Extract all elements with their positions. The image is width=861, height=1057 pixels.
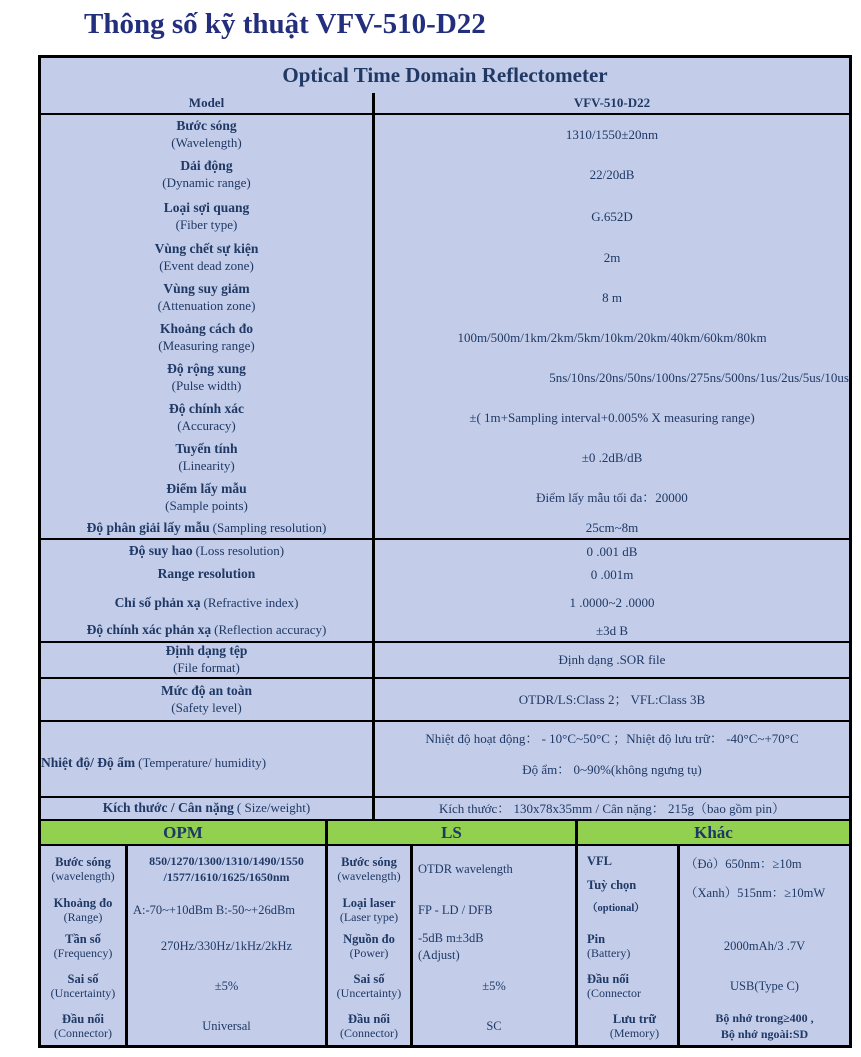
spec-value: Điểm lấy mẫu tối đa：20000 xyxy=(536,490,688,506)
ls-row-laser-type xyxy=(328,893,575,928)
spec-row-fiber-type xyxy=(41,195,849,238)
value-line: /1577/1610/1625/1650nm xyxy=(163,869,290,884)
spec-value: 0 .001m xyxy=(590,566,634,582)
khac-value xyxy=(680,1008,849,1045)
value-line: （Xanh）515nm：≥10mW xyxy=(685,886,826,901)
label-vi: Khoảng đo xyxy=(53,896,113,911)
spec-value: 5ns/10ns/20ns/50ns/100ns/275ns/500ns/1us/2us/5us/10us xyxy=(549,370,849,386)
ls-label xyxy=(328,893,413,928)
label-vi: Loại laser xyxy=(342,896,396,911)
label-vi: Chỉ số phản xạ xyxy=(114,594,201,610)
label-vi: Đầu nối xyxy=(61,1012,105,1027)
label-vi: Đầu nối xyxy=(587,972,630,987)
humidity-line: Độ ẩm： 0~90%(không ngưng tụ) xyxy=(522,761,702,777)
model-row xyxy=(41,93,849,115)
ls-value: FP - LD / DFB xyxy=(418,903,493,918)
ls-label xyxy=(328,928,413,965)
spec-row-linearity xyxy=(41,438,849,478)
label-vi: Định dạng tệp xyxy=(165,643,248,659)
ls-value: OTDR wavelength xyxy=(418,862,513,877)
spec-label xyxy=(41,278,375,318)
label-vi: Bước sóng xyxy=(55,855,111,870)
opm-value xyxy=(128,846,325,893)
spec-value: ±0 .2dB/dB xyxy=(581,450,643,466)
label-en: (Battery) xyxy=(587,945,631,960)
spec-value: G.652D xyxy=(591,208,633,224)
section-header-ls: LS xyxy=(328,821,578,844)
spec-value: 100m/500m/1km/2km/5km/10km/20km/40km/60km/80km xyxy=(457,330,767,346)
value-line: Bộ nhớ ngoài:SD xyxy=(720,1026,809,1041)
label-vi: Nhiệt độ/ Độ ẩm xyxy=(41,754,136,770)
ls-row-power xyxy=(328,928,575,965)
spec-label xyxy=(41,438,375,478)
section-header-band xyxy=(41,821,849,846)
spec-row-sample-points xyxy=(41,478,849,518)
label-en: (Wavelength) xyxy=(171,135,242,151)
spec-label xyxy=(41,195,375,238)
label-en: (Sampling resolution) xyxy=(212,519,327,535)
spec-row-file-format xyxy=(41,643,849,679)
spec-row-event-dead-zone xyxy=(41,238,849,278)
khac-row-battery xyxy=(578,928,849,965)
label-en: (Pulse width) xyxy=(171,378,242,394)
spec-row-safety-level xyxy=(41,679,849,722)
khac-value: USB(Type C) xyxy=(730,979,799,994)
label-en: (Fiber type) xyxy=(175,216,238,232)
label-en: (Loss resolution) xyxy=(195,543,285,559)
temp-line: Nhiệt độ hoạt động： - 10°C~50°C ；Nhiệt độ lưu trữ： -40°C~+70°C xyxy=(425,731,799,746)
model-label: Model xyxy=(41,93,375,113)
spec-value: OTDR/LS:Class 2； VFL:Class 3B xyxy=(518,691,706,707)
label-en: (Refractive index) xyxy=(203,594,299,610)
label-vi: Mức độ an toàn xyxy=(161,682,252,698)
ls-row-uncertainty xyxy=(328,965,575,1008)
label-en: (Uncertainty) xyxy=(50,985,116,1000)
opm-row-connector xyxy=(41,1008,325,1045)
spec-row-refractive-index xyxy=(41,586,849,620)
label-vi: Range resolution xyxy=(157,566,256,582)
spec-row-pulse-width xyxy=(41,358,849,398)
opm-column xyxy=(41,846,328,1045)
label-vi: Vùng suy giảm xyxy=(163,281,250,297)
label-en: (Reflection accuracy) xyxy=(214,622,327,638)
label-en: (Sample points) xyxy=(165,498,248,514)
ls-row-connector xyxy=(328,1008,575,1045)
label-vi: Điểm lấy mẫu xyxy=(166,481,247,497)
label-en: (Memory) xyxy=(609,1025,660,1040)
value-line: （Đỏ）650nm：≥10m xyxy=(685,857,802,871)
spec-row-reflection-accuracy xyxy=(41,620,849,643)
spec-label xyxy=(41,238,375,278)
opm-label xyxy=(41,846,128,893)
opm-value: 270Hz/330Hz/1kHz/2kHz xyxy=(160,939,293,954)
label-vi2: Tuỳ chọn xyxy=(587,878,637,893)
opm-row-wavelength xyxy=(41,846,325,893)
label-vi: Độ chính xác phản xạ xyxy=(86,622,212,638)
table-header: Optical Time Domain Reflectometer xyxy=(282,63,608,87)
label-en: (Dynamic range) xyxy=(162,175,251,191)
khac-row-vfl xyxy=(578,846,849,928)
spec-row-wavelength xyxy=(41,115,849,155)
label-vi: Loại sợi quang xyxy=(163,199,250,215)
label-en: (Range) xyxy=(63,909,103,924)
label-vi: Bước sóng xyxy=(341,855,397,870)
value-line: (Adjust) xyxy=(418,947,460,962)
section-header-khac: Khác xyxy=(694,822,733,842)
label-en: ( Size/weight) xyxy=(236,800,311,816)
label-en: (File format) xyxy=(173,660,240,676)
spec-label xyxy=(41,358,375,398)
spec-value: Kích thước： 130x78x35mm / Cân nặng： 215g（bao gồm pin） xyxy=(438,800,786,816)
label-vi: Vùng chết sự kiện xyxy=(154,241,259,257)
khac-value xyxy=(680,846,849,928)
opm-value: ±5% xyxy=(214,979,239,994)
label-en: (Connector xyxy=(587,985,641,1000)
bottom-section xyxy=(41,846,849,1045)
label-en: (Temperature/ humidity) xyxy=(138,754,267,770)
opm-row-range xyxy=(41,893,325,928)
spec-label xyxy=(41,518,375,538)
ls-column xyxy=(328,846,578,1045)
label-en: (wavelength) xyxy=(337,868,401,883)
opm-label xyxy=(41,965,128,1008)
spec-row-range-resolution xyxy=(41,563,849,586)
label-vi: Độ rộng xung xyxy=(167,361,246,377)
label-en: (Safety level) xyxy=(171,699,242,715)
label-vi: Tuyến tính xyxy=(175,441,238,457)
label-en: (wavelength) xyxy=(51,868,115,883)
label-vi: Dải động xyxy=(180,158,233,174)
label-en: (Power) xyxy=(349,945,389,960)
spec-value: 22/20dB xyxy=(589,167,635,183)
ls-label xyxy=(328,965,413,1008)
opm-label xyxy=(41,928,128,965)
label-vi: Đầu nối xyxy=(347,1012,391,1027)
spec-label xyxy=(41,620,375,641)
spec-label xyxy=(41,722,375,796)
spec-value: Định dạng .SOR file xyxy=(558,652,666,668)
spec-label xyxy=(41,478,375,518)
opm-value: A:-70~+10dBm B:-50~+26dBm xyxy=(133,903,296,918)
spec-label xyxy=(41,679,375,720)
label-vi: Tần số xyxy=(65,932,101,947)
value-line: Bộ nhớ trong≥400 , xyxy=(715,1010,814,1025)
spec-row-size-weight xyxy=(41,798,849,821)
label-vi: Độ phân giải lấy mẫu xyxy=(86,519,210,535)
spec-label xyxy=(41,563,375,586)
spec-value: 8 m xyxy=(602,290,622,306)
spec-row-accuracy xyxy=(41,398,849,438)
khac-label xyxy=(578,846,680,928)
label-vi: Độ suy hao xyxy=(128,543,193,559)
spec-value: 0 .001 dB xyxy=(586,543,638,559)
spec-label xyxy=(41,318,375,358)
spec-label xyxy=(41,155,375,195)
label-vi: Độ chính xác xyxy=(168,401,244,417)
ls-value: SC xyxy=(486,1019,502,1034)
label-en: (Uncertainty) xyxy=(336,985,402,1000)
value-line: -5dB m±3dB xyxy=(418,931,484,946)
opm-label xyxy=(41,893,128,928)
spec-row-measuring-range xyxy=(41,318,849,358)
khac-label xyxy=(578,965,680,1008)
spec-label xyxy=(41,798,375,819)
label-vi: Sai số xyxy=(67,972,99,987)
khac-row-memory xyxy=(578,1008,849,1045)
spec-row-sampling-resolution xyxy=(41,518,849,540)
label-en: (Event dead zone) xyxy=(159,258,254,274)
label-en: (Connector) xyxy=(340,1025,398,1040)
spec-row-temperature-humidity xyxy=(41,722,849,798)
khac-value: 2000mAh/3 .7V xyxy=(723,939,806,954)
opm-row-uncertainty xyxy=(41,965,325,1008)
page-title: Thông số kỹ thuật VFV-510-D22 xyxy=(84,8,486,40)
label-en: (Laser type) xyxy=(339,909,399,924)
spec-label xyxy=(41,643,375,677)
label-vi: Bước sóng xyxy=(176,118,237,134)
model-value: VFV-510-D22 xyxy=(573,95,651,111)
label-en: （optional） xyxy=(587,902,645,914)
opm-row-frequency xyxy=(41,928,325,965)
label-vi: Khoảng cách đo xyxy=(159,321,254,337)
label-en: (Connector) xyxy=(54,1025,112,1040)
spec-value: ±( 1m+Sampling interval+0.005% X measuring range) xyxy=(469,410,755,426)
opm-label xyxy=(41,1008,128,1045)
ls-row-wavelength xyxy=(328,846,575,893)
spec-label xyxy=(41,398,375,438)
spec-value: 25cm~8m xyxy=(585,520,639,536)
label-vi: Kích thước / Cân nặng xyxy=(102,800,234,816)
label-en: (Measuring range) xyxy=(158,338,255,354)
label-vi: Nguồn đo xyxy=(343,932,395,947)
section-header-opm: OPM xyxy=(41,821,328,844)
label-en: (Attenuation zone) xyxy=(157,298,256,314)
spec-label xyxy=(41,115,375,155)
spec-value xyxy=(375,722,849,796)
spec-table xyxy=(38,55,852,1048)
label-vi: Sai số xyxy=(353,972,385,987)
label-vi: VFL xyxy=(587,854,612,868)
spec-label xyxy=(41,540,375,563)
label-en: (Frequency) xyxy=(53,945,113,960)
spec-value: 1310/1550±20nm xyxy=(565,127,659,143)
spec-row-dynamic-range xyxy=(41,155,849,195)
spec-value: ±3d B xyxy=(595,622,629,638)
opm-value: Universal xyxy=(202,1019,251,1034)
value-line: 850/1270/1300/1310/1490/1550 xyxy=(149,853,304,868)
khac-label xyxy=(578,928,680,965)
spec-value: 2m xyxy=(603,250,621,266)
ls-label xyxy=(328,846,413,893)
spec-row-loss-resolution xyxy=(41,540,849,563)
khac-column xyxy=(578,846,849,1045)
spec-row-attenuation-zone xyxy=(41,278,849,318)
label-en: (Accuracy) xyxy=(177,418,236,434)
label-vi: Lưu trữ xyxy=(612,1012,657,1027)
spec-value: 1 .0000~2 .0000 xyxy=(569,595,655,611)
ls-value: ±5% xyxy=(482,979,506,994)
label-vi: Pin xyxy=(587,932,606,947)
ls-value xyxy=(413,928,575,965)
khac-label xyxy=(578,1008,680,1045)
label-en: (Linearity) xyxy=(178,458,235,474)
ls-label xyxy=(328,1008,413,1045)
spec-label xyxy=(41,586,375,620)
khac-row-connector xyxy=(578,965,849,1008)
